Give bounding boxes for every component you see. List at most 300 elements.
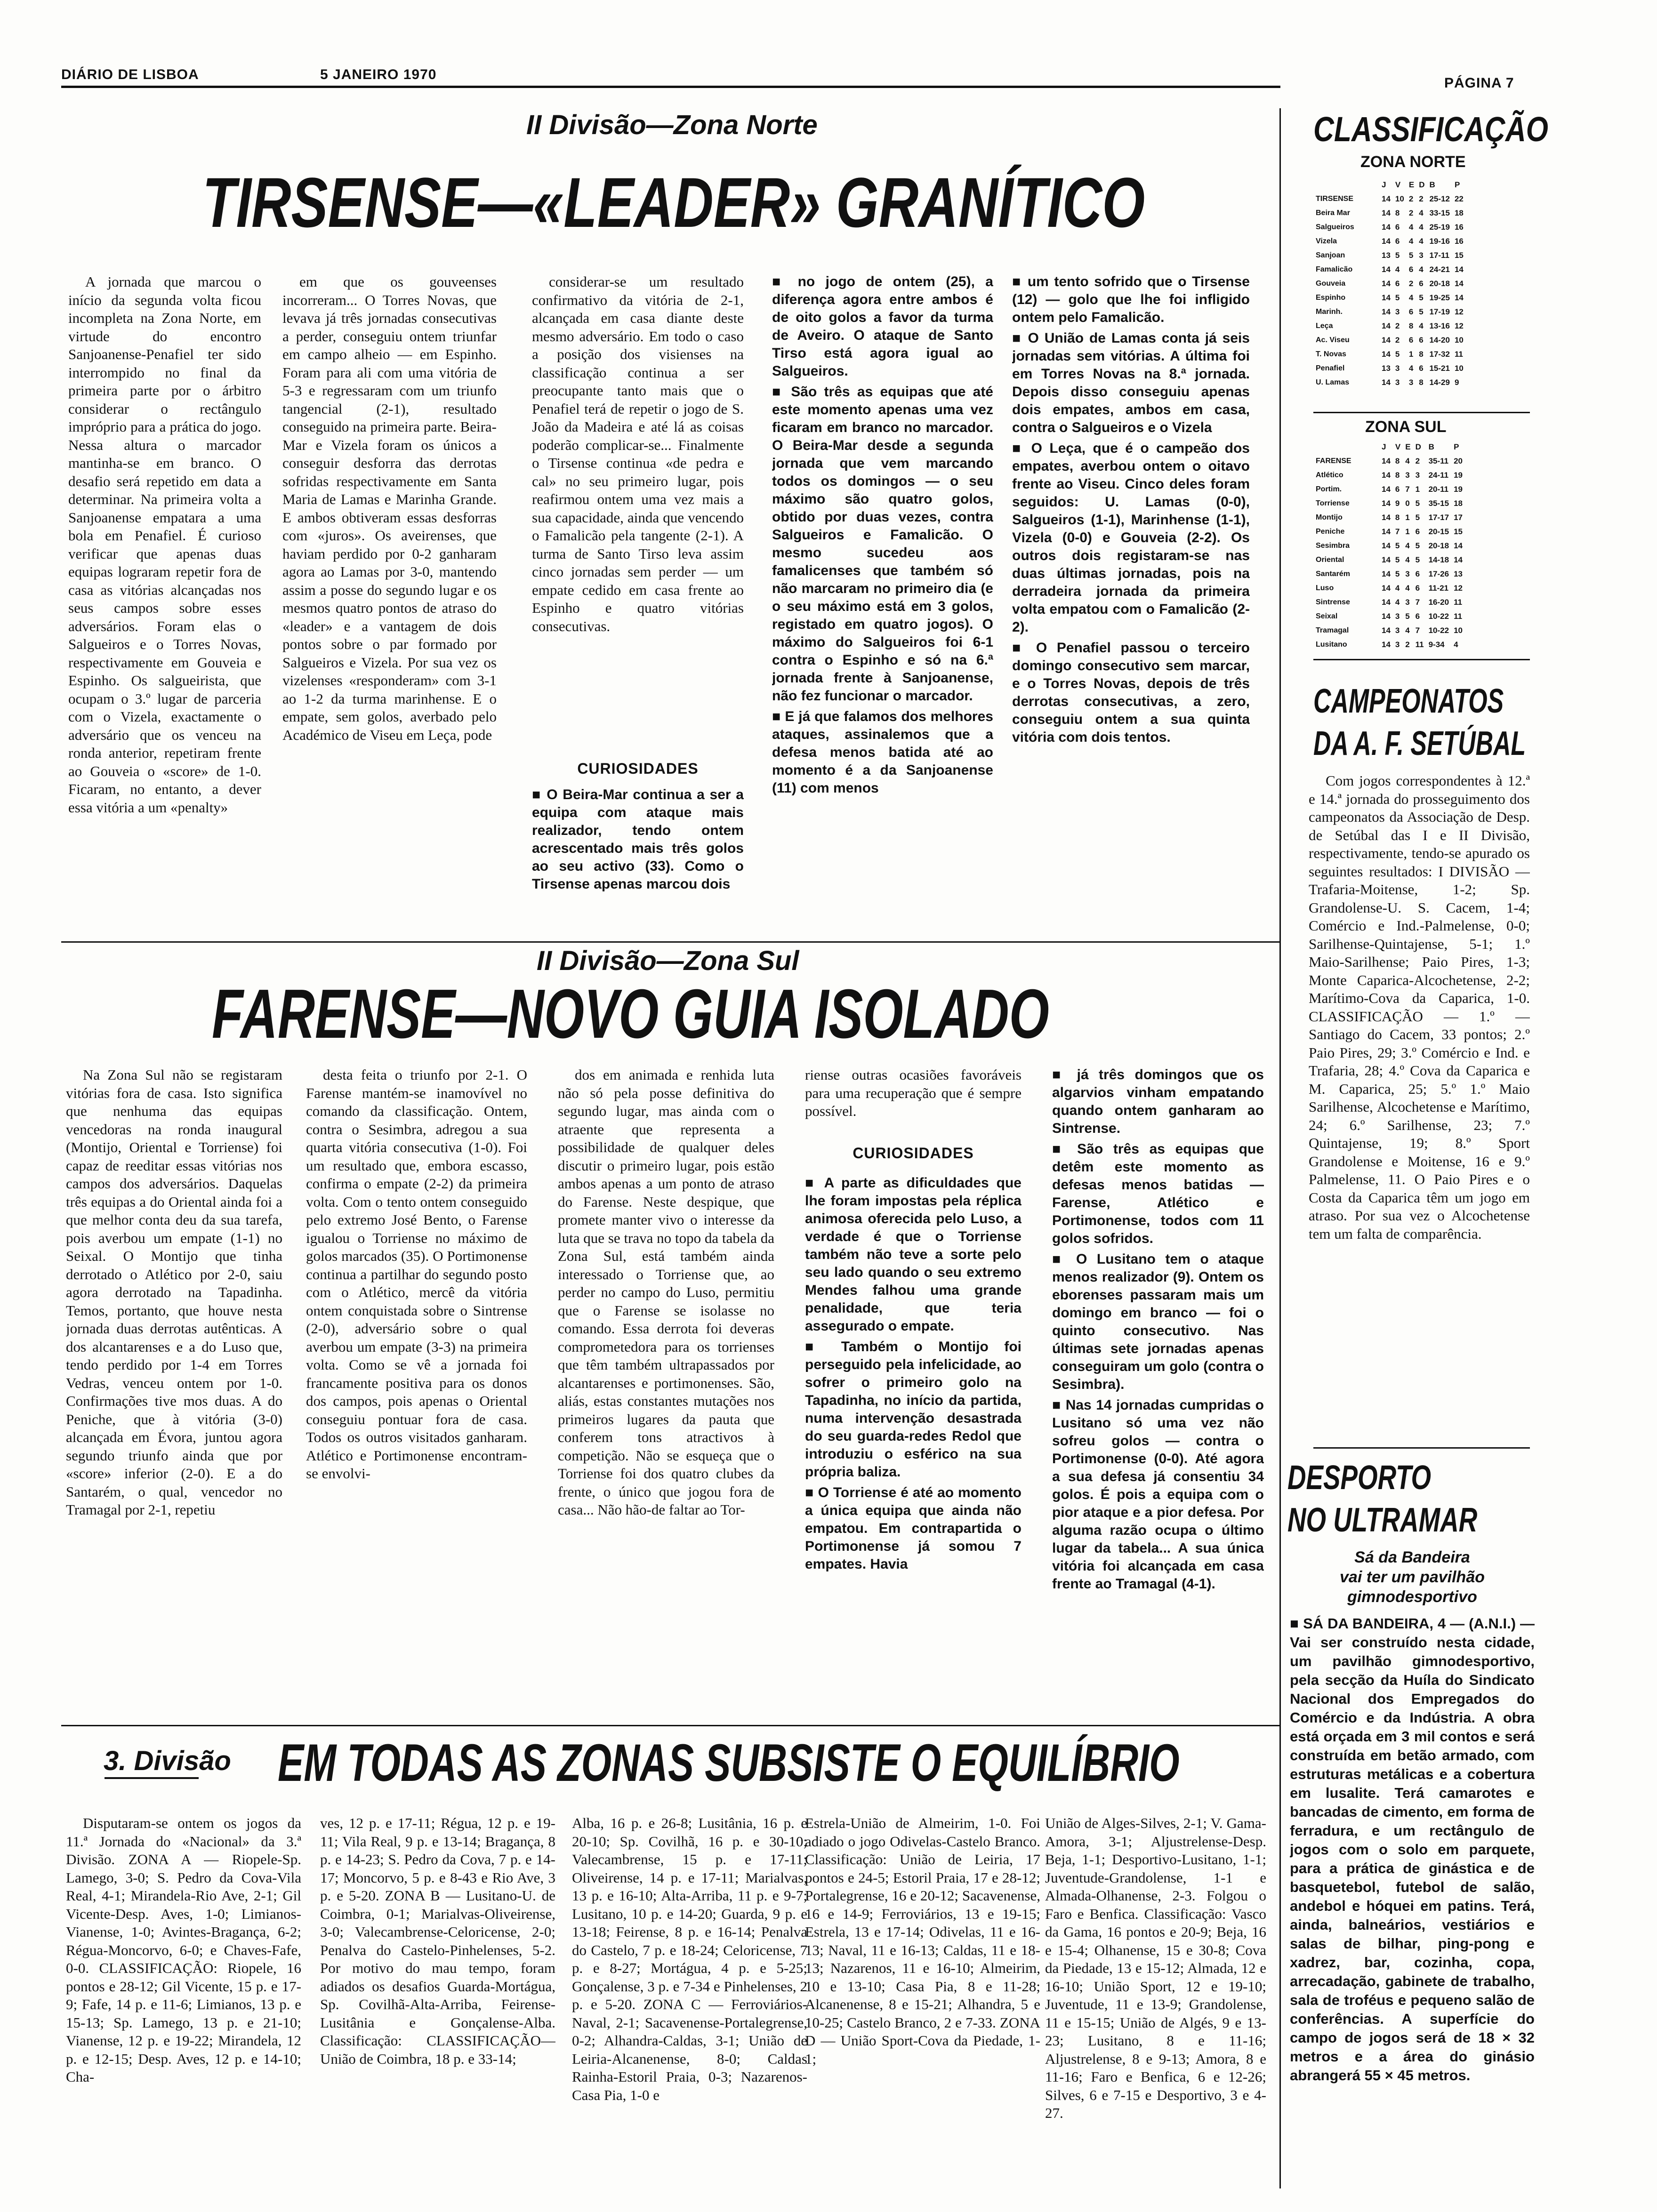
zona-norte-title: ZONA NORTE bbox=[1360, 153, 1466, 171]
curiosidade-item: ■ no jogo de ontem (25), a diferença agora entre ambos é de oito golos a favor da turma de Aveiro. O ataque de Santo Tirso está agora igual ao Salgueiros. bbox=[772, 273, 993, 380]
stat-cell: 5 bbox=[1395, 555, 1400, 564]
section-rule bbox=[1313, 1447, 1530, 1449]
stat-cell: 3 bbox=[1395, 640, 1400, 649]
stat-cell: 4 bbox=[1395, 584, 1400, 593]
stat-cell: 6 bbox=[1419, 336, 1424, 345]
stat-cell: 8 bbox=[1419, 378, 1424, 387]
curiosidade-item: ■ Nas 14 jornadas cumpridas o Lusitano só uma vez não sofreu golos — contra o Portimonense (0-0). Até agora a sua defesa já consentiu 34 golos. É pois a equipa com o pior ataque e a pior defesa. Por alguma razão ocupa o último lugar da tabela... A sua única vitória foi alcançada em casa frente ao Tramagal (4-1). bbox=[1052, 1396, 1264, 1593]
zona-sul-title: ZONA SUL bbox=[1365, 418, 1447, 436]
sul-text-col3: dos em animada e renhida luta não só pela posse definitiva do segundo lugar, mas ainda com o atraente que representa a possibilidade de qualquer deles discutir o primeiro lugar, pois estão ambos apenas a um ponto de atraso do Farense. Neste despique, que promete manter vivo o interesse da luta que se trava no topo da tabela da Zona Sul, está também ainda interessado o Torriense que, ao perder no campo do Luso, permitiu que o Farense se isolasse no comando. Essa derrota foi deveras comprometedora para os torrienses que têm também ultrapassados por alcantarenses e portimonenses. São, aliás, estas constantes mutações nos primeiros lugares da pauta que conferem tons atractivos à competição. Não se esqueça que o Torriense foi dos quatro clubes da frente, o único que jogou fora de casa... Não hão-de faltar ao Tor- bbox=[558, 1066, 774, 1518]
stat-cell: 14 bbox=[1382, 194, 1391, 203]
stat-cell: 3 bbox=[1395, 612, 1400, 621]
curiosidade-item: ■ São três as equipas que detêm este momento as defesas menos batidas — Farense, Atlético e Portimonense, todos com 11 golos sofridos. bbox=[1052, 1140, 1264, 1248]
stat-cell: 5 bbox=[1415, 513, 1420, 522]
team-name: Oriental bbox=[1316, 556, 1344, 564]
stat-cell: 4 bbox=[1408, 364, 1414, 373]
standings-row bbox=[1313, 319, 1466, 333]
stat-cell: 14 bbox=[1454, 265, 1464, 274]
stat-cell: 2 bbox=[1405, 640, 1410, 649]
stat-cell: 14 bbox=[1382, 321, 1391, 330]
stat-cell: 15 bbox=[1454, 251, 1464, 260]
stat-cell: 1 bbox=[1405, 513, 1410, 522]
team-name: Atlético bbox=[1316, 471, 1343, 479]
standings-row bbox=[1313, 277, 1466, 291]
sul-curiosidades-col4 bbox=[805, 1174, 1022, 1720]
stat-cell: 12 bbox=[1454, 321, 1464, 330]
stat-cell: 4 bbox=[1395, 265, 1400, 274]
stat-cell: 35-15 bbox=[1428, 499, 1449, 508]
norte-curiosidades-col3 bbox=[532, 786, 744, 937]
standings-row bbox=[1313, 567, 1465, 581]
column-header: D bbox=[1415, 442, 1421, 451]
stat-cell: 14 bbox=[1382, 279, 1391, 288]
team-name: T. Novas bbox=[1316, 350, 1346, 358]
terceira-text-col5: União de Alges-Silves, 2-1; V. Gama-Amora, 3-1; Aljustrelense-Desp. Beja, 1-1; Desportivo-Lusitano, 1-1; Juventude-Grandolense, 1-1 e Almada-Olhanense, 2-3. Folgou o Faro e Benfica. Classificação: Vasco da Gama, 16 pontos e 20-9; Beja, 16 e 15-4; Olhanense, 15 e 30-8; Cova da Piedade, 13 e 15-12; Almada, 12 e 16-10; União Sport, 12 e 19-10; Juventude, 11 e 13-9; Grandolense, 11 e 15-15; União de Algés, 9 e 13-23; Lusitano, 8 e 11-16; Aljustrelense, 8 e 9-13; Amora, 8 e 11-16; Faro e Benfica, 6 e 12-26; Silves, 6 e 7-15 e Desportivo, 3 e 4-27. bbox=[1045, 1815, 1266, 2121]
ultramar-subhead-line: Sá da Bandeira bbox=[1354, 1548, 1470, 1566]
stat-cell: 14 bbox=[1382, 265, 1391, 274]
stat-cell: 13 bbox=[1382, 364, 1391, 373]
team-name: Torriense bbox=[1316, 499, 1350, 507]
standings-row bbox=[1313, 305, 1466, 319]
stat-cell: 14 bbox=[1382, 527, 1391, 536]
norte-text-col1: A jornada que marcou o início da segunda volta ficou incompleta na Zona Norte, em virtude do encontro Sanjoanense-Penafiel ter sido interrompido no final da primeira parte por o árbitro considerar o rectângulo impróprio para a prática do jogo. Nessa altura o marcador mantinha-se em branco. O desafio será repetido em data a determinar. Na primeira volta a Sanjoanense empatara a uma bola em Penafiel. É curioso verificar que apenas duas equipas lograram repetir fora de casa as vitórias alcançadas nos seus campos sobre esses adversários. Foram elas o Salgueiros e o Torres Novas, respectivamente em Gouveia e Espinho. Os salgueirista, que ocupam o 3.º lugar de parceria com o Vizela, exactamente o adversário que os venceu na ronda anterior, repetiram frente ao Gouveia o «score» de 1-0. Ficaram, no entanto, a dever essa vitória a um «penalty» bbox=[68, 273, 261, 816]
stat-cell: 5 bbox=[1419, 307, 1424, 316]
column-header: P bbox=[1454, 180, 1460, 189]
standings-row bbox=[1313, 497, 1465, 511]
team-name: Peniche bbox=[1316, 528, 1345, 536]
stat-cell: 10 bbox=[1395, 194, 1404, 203]
stat-cell: 4 bbox=[1419, 208, 1424, 217]
section-rule bbox=[61, 1725, 1280, 1726]
sul-section-label: II Divisão—Zona Sul bbox=[537, 946, 799, 976]
stat-cell: 2 bbox=[1419, 194, 1424, 203]
terceira-text-col1: Disputaram-se ontem os jogos da 11.ª Jornada do «Nacional» da 3.ª Divisão. ZONA A — Riopele-Sp. Lamego, 3-0; S. Pedro da Cova-Vila Real, 4-1; Mirandela-Rio Ave, 2-1; Gil Vicente-Desp. Aves, 1-0; Limianos-Vianense, 1-0; Avintes-Bragança, 6-2; Régua-Moncorvo, 6-0; e Chaves-Fafe, 0-0. CLASSIFICAÇÃO: Riopele, 16 pontos e 28-12; Gil Vicente, 15 p. e 17-9; Fafe, 14 p. e 11-6; Limianos, 13 p. e 15-13; Sp. Lamego, 13 p. e 21-10; Vianense, 12 p. e 19-22; Mirandela, 12 p. e 12-15; Desp. Aves, 12 p. e 14-10; Cha- bbox=[66, 1815, 301, 2085]
stat-cell: 2 bbox=[1408, 208, 1414, 217]
stat-cell: 14 bbox=[1382, 555, 1391, 564]
column-header: D bbox=[1419, 180, 1425, 189]
sul-curiosidades-col5 bbox=[1052, 1066, 1264, 1720]
stat-cell: 5 bbox=[1395, 569, 1400, 578]
stat-cell: 25-12 bbox=[1429, 194, 1450, 203]
stat-cell: 5 bbox=[1408, 251, 1414, 260]
stat-cell: 24-11 bbox=[1428, 471, 1449, 480]
terceira-text-col3: Alba, 16 p. e 26-8; Lusitânia, 16 p. e 20-10; Sp. Covilhã, 16 p. e 30-10; Valecambrense, 15 p. e 17-11; Oliveirense, 14 p. e 17-11; Marialvas, 13 p. e 16-10; Alta-Arriba, 11 p. e 9-7; Lusitano, 10 p. e 14-20; Guarda, 9 p. e 13-18; Feirense, 8 p. e 16-14; Penalva do Castelo, 7 p. e 18-24; Celoricense, 7 p. e 8-27; Mortágua, 4 p. e 5-25; Gonçalense, 3 p. e 7-34 e Pinhelenses, 2 p. e 5-20. ZONA C — Ferroviários-Naval, 2-1; Sacavenense-Portalegrense, 0-2; Alhandra-Caldas, 3-1; União de Leiria-Alcanenense, 8-0; Caldas Rainha-Estoril Praia, 0-3; Nazarenos-Casa Pia, 1-0 e bbox=[572, 1815, 807, 2103]
table-rule bbox=[1313, 659, 1530, 660]
stat-cell: 17-11 bbox=[1429, 251, 1450, 260]
column-header: B bbox=[1428, 442, 1434, 451]
standings-row bbox=[1313, 333, 1466, 347]
stat-cell: 5 bbox=[1405, 612, 1410, 621]
stat-cell: 8 bbox=[1408, 321, 1414, 330]
stat-cell: 12 bbox=[1454, 584, 1463, 593]
stat-cell: 14 bbox=[1382, 336, 1391, 345]
stat-cell: 25-19 bbox=[1429, 223, 1450, 232]
standings-row bbox=[1313, 609, 1465, 624]
stat-cell: 18 bbox=[1454, 208, 1464, 217]
standings-row bbox=[1313, 595, 1465, 609]
stat-cell: 10 bbox=[1454, 626, 1463, 635]
curiosidade-item: ■ um tento sofrido que o Tirsense (12) — golo que lhe foi infligido ontem pelo Famalicão. bbox=[1012, 273, 1250, 327]
team-name: Vizela bbox=[1316, 237, 1337, 245]
stat-cell: 3 bbox=[1395, 307, 1400, 316]
stat-cell: 14 bbox=[1382, 293, 1391, 302]
stat-cell: 15 bbox=[1454, 527, 1463, 536]
stat-cell: 20-15 bbox=[1428, 527, 1449, 536]
stat-cell: 14 bbox=[1382, 598, 1391, 607]
stat-cell: 14 bbox=[1382, 640, 1391, 649]
stat-cell: 5 bbox=[1395, 350, 1400, 359]
stat-cell: 11 bbox=[1454, 612, 1463, 621]
stat-cell: 14 bbox=[1382, 208, 1391, 217]
standings-row bbox=[1313, 234, 1466, 248]
stat-cell: 6 bbox=[1419, 364, 1424, 373]
standings-row bbox=[1313, 220, 1466, 234]
stat-cell: 14 bbox=[1382, 584, 1391, 593]
standings-row bbox=[1313, 263, 1466, 277]
curiosidade-item: ■ São três as equipas que até este momento apenas uma vez ficaram em branco no marcador. O Beira-Mar desde a segunda jornada que vem marcando todos os domingos — o seu máximo são quatro golos, obtido por duas vezes, contra Salgueiros e Famalicão. O mesmo sucedeu aos famalicenses que também só não marcaram no primeiro dia (e o seu máximo está em 3 golos, registado em quatro jogos). O máximo do Salgueiros foi 6-1 contra o Espinho e só na 6.ª jornada frente à Sanjoanense, não fez funcionar o marcador. bbox=[772, 383, 993, 705]
stat-cell: 12 bbox=[1454, 307, 1464, 316]
stat-cell: 4 bbox=[1395, 598, 1400, 607]
stat-cell: 14 bbox=[1382, 457, 1391, 465]
ultramar-subhead-line: gimnodesportivo bbox=[1347, 1588, 1477, 1606]
standings-row bbox=[1313, 525, 1465, 539]
norte-curiosidades-col5 bbox=[1012, 273, 1250, 937]
team-name: Luso bbox=[1316, 584, 1334, 592]
stat-cell: 14-20 bbox=[1429, 336, 1450, 345]
stat-cell: 13-16 bbox=[1429, 321, 1450, 330]
stat-cell: 14 bbox=[1382, 485, 1391, 494]
terceira-text-col4: Estrela-União de Almeirim, 1-0. Foi adiado o jogo Odivelas-Castelo Branco. Classificação: União de Leiria, 17 pontos e 24-5; Estoril Praia, 17 e 28-12; Portalegrense, 16 e 20-12; Sacavenense, 16 e 14-9; Ferroviários, 13 e 19-15; Estrela, 13 e 17-14; Odivelas, 11 e 16-13; Naval, 11 e 16-13; Caldas, 11 e 18-13; Nazarenos, 11 e 16-10; Almeirim, 10 e 13-10; Casa Pia, 8 e 11-28; Alcanenense, 8 e 15-21; Alhandra, 5 e 10-25; Castelo Branco, 2 e 7-33. ZONA D — União Sport-Cova da Piedade, 1-1; bbox=[805, 1815, 1040, 2067]
stat-cell: 10 bbox=[1454, 364, 1464, 373]
stat-cell: 5 bbox=[1415, 555, 1420, 564]
stat-cell: 14-18 bbox=[1428, 555, 1449, 564]
stat-cell: 1 bbox=[1405, 527, 1410, 536]
standings-row bbox=[1313, 347, 1466, 361]
stat-cell: 20-11 bbox=[1428, 485, 1449, 494]
norte-text-col2: em que os gouveenses incorreram... O Torres Novas, que levava já três jornadas consecutivas a perder, conseguiu ontem triunfar em campo alheio — em Espinho. Foram para ali com uma vitória de 5-3 e regressaram com um triunfo tangencial (2-1), resultado conseguido na primeira parte. Beira-Mar e Vizela foram os únicos a conseguir desforra das derrotas sofridas respectivamente em Santa Maria de Lamas e Marinha Grande. E ambos obtiveram essas desforras com «juros». Os aveirenses, que haviam perdido por 0-2 ganharam agora ao Lamas por 3-0, mantendo assim a posse do segundo lugar e os mesmos quatro pontos de atraso do «leader» e a vantagem de dois pontos sobre o par formado por Salgueiros e Vizela. Por sua vez os vizelenses «responderam» com 3-1 ao 1-2 da turma marinhense. E o empate, sem golos, averbado pelo Académico de Viseu em Leça, pode bbox=[282, 273, 497, 743]
stat-cell: 14 bbox=[1454, 293, 1464, 302]
stat-cell: 17-32 bbox=[1429, 350, 1450, 359]
sul-text-col4: riense outras ocasiões favoráveis para uma recuperação que é sempre possível. bbox=[805, 1066, 1022, 1119]
team-name: Salgueiros bbox=[1316, 223, 1354, 231]
column-header: E bbox=[1405, 442, 1411, 451]
stat-cell: 14 bbox=[1382, 541, 1391, 550]
stat-cell: 6 bbox=[1408, 336, 1414, 345]
stat-cell: 14-29 bbox=[1429, 378, 1450, 387]
stat-cell: 13 bbox=[1454, 569, 1463, 578]
curiosidade-item: ■ O Leça, que é o campeão dos empates, averbou ontem o oitavo frente ao Viseu. Cinco deles foram seguidos: U. Lamas (0-0), Salgueiros (1-1), Marinhense (1-1), Vizela (0-0) e Gouveia (2-2). Os outros dois registaram-se nas duas últimas jornadas, pois na derradeira jornada da primeira volta empatou com o Famalicão (2-2). bbox=[1012, 440, 1250, 636]
standings-row bbox=[1313, 638, 1465, 652]
stat-cell: 18 bbox=[1454, 499, 1463, 508]
curiosidade-item: ■ já três domingos que os algarvios vinham empatando quando ontem ganharam ao Sintrense. bbox=[1052, 1066, 1264, 1138]
stat-cell: 4 bbox=[1419, 237, 1424, 246]
stat-cell: 24-21 bbox=[1429, 265, 1450, 274]
stat-cell: 2 bbox=[1408, 194, 1414, 203]
stat-cell: 11 bbox=[1454, 350, 1463, 359]
team-name: Marinh. bbox=[1316, 308, 1343, 316]
stat-cell: 3 bbox=[1405, 471, 1410, 480]
stat-cell: 6 bbox=[1395, 237, 1400, 246]
stat-cell: 6 bbox=[1408, 265, 1414, 274]
column-header: E bbox=[1408, 180, 1415, 189]
ultramar-title-line1: DESPORTO bbox=[1287, 1459, 1432, 1497]
sul-headline: FARENSE—NOVO GUIA ISOLADO bbox=[212, 975, 1049, 1053]
stat-cell: 9 bbox=[1454, 378, 1459, 387]
stat-cell: 6 bbox=[1419, 279, 1424, 288]
stat-cell: 14 bbox=[1454, 279, 1464, 288]
stat-cell: 4 bbox=[1405, 626, 1410, 635]
team-name: Seixal bbox=[1316, 612, 1338, 620]
sul-text-col2: desta feita o triunfo por 2-1. O Farense mantém-se inamovível no comando da classificação. Ontem, contra o Sesimbra, adregou a sua quarta vitória consecutiva (1-0). Foi um resultado que, embora escasso, confirma o empate (2-2) da primeira volta. Com o tento ontem conseguido pelo extremo José Bento, o Farense igualou o Torriense no máximo de golos marcados (35). O Portimonense continua a partilhar do segundo posto com o Atlético, mercê da vitória ontem conquistada sobre o Sintrense (2-0), adversário sobre o qual averbou um empate (3-3) na primeira volta. Como se vê a jornada foi francamente positiva para os donos dos campos, pois apenas o Oriental conseguiu pontuar fora de casa. Todos os outros visitados ganharam. Atlético e Portimonense encontram-se envolvi- bbox=[306, 1066, 527, 1482]
stat-cell: 11-21 bbox=[1428, 584, 1449, 593]
stat-cell: 2 bbox=[1395, 336, 1400, 345]
column-header: V bbox=[1395, 180, 1401, 189]
stat-cell: 3 bbox=[1395, 378, 1400, 387]
stat-cell: 14 bbox=[1382, 499, 1391, 508]
stat-cell: 35-11 bbox=[1428, 457, 1449, 465]
stat-cell: 17-26 bbox=[1428, 569, 1449, 578]
stat-cell: 14 bbox=[1382, 513, 1391, 522]
norte-section-label: II Divisão—Zona Norte bbox=[526, 110, 818, 140]
stat-cell: 17-17 bbox=[1428, 513, 1449, 522]
ultramar-title-line2: NO ULTRAMAR bbox=[1287, 1501, 1478, 1539]
stat-cell: 11 bbox=[1415, 640, 1424, 649]
column-header: P bbox=[1454, 442, 1459, 451]
stat-cell: 6 bbox=[1415, 527, 1420, 536]
setubal-title-line2: DA A. F. SETÚBAL bbox=[1313, 725, 1526, 762]
column-header: J bbox=[1382, 442, 1386, 451]
stat-cell: 16-20 bbox=[1428, 598, 1449, 607]
stat-cell: 4 bbox=[1408, 293, 1414, 302]
standings-header-row bbox=[1313, 440, 1465, 454]
stat-cell: 1 bbox=[1408, 350, 1414, 359]
stat-cell: 14 bbox=[1382, 626, 1391, 635]
stat-cell: 9 bbox=[1395, 499, 1400, 508]
standings-table-norte bbox=[1313, 178, 1466, 390]
team-name: Gouveia bbox=[1316, 280, 1346, 288]
stat-cell: 14 bbox=[1382, 307, 1391, 316]
team-name: Espinho bbox=[1316, 294, 1346, 302]
standings-row bbox=[1313, 248, 1466, 263]
stat-cell: 0 bbox=[1405, 499, 1410, 508]
norte-text-col3: considerar-se um resultado confirmativo da vitória de 2-1, alcançada em casa diante deste mesmo adversário. Em todo o caso a posição dos visienses na classificação continua a ser preocupante tanto mais que o Penafiel terá de repetir o jogo de S. João da Madeira e até lá as coisas poderão complicar-se... Finalmente o Tirsense continua «de pedra e cal» no seu primeiro lugar, pois reafirmou ontem uma vez mais a sua capacidade, ainda que vencendo o Famalicão pela tangente (2-1). A turma de Santo Tirso leva assim cinco jornadas sem perder — um empate cedido em casa frente ao Espinho e quatro vitórias consecutivas. bbox=[532, 273, 744, 634]
standings-header-row bbox=[1313, 178, 1466, 192]
team-name: Tramagal bbox=[1316, 626, 1349, 634]
team-name: Montijo bbox=[1316, 513, 1343, 521]
team-name: Santarém bbox=[1316, 570, 1350, 578]
curiosidade-item: ■ O Lusitano tem o ataque menos realizador (9). Ontem os eborenses passaram mais um domingo em branco — foi o quinto consecutivo. Nas últimas sete jornadas apenas conseguiram um golo (contra o Sesimbra). bbox=[1052, 1250, 1264, 1394]
column-header: V bbox=[1395, 442, 1401, 451]
stat-cell: 14 bbox=[1382, 471, 1391, 480]
curiosidade-item: ■ O Torriense é até ao momento a única equipa que ainda não empatou. Em contrapartida o Portimonense já somou 7 empates. Havia bbox=[805, 1484, 1022, 1573]
curiosidade-item: ■ O Penafiel passou o terceiro domingo consecutivo sem marcar, e o Torres Novas, depois de três derrotas consecutivas, a zero, conseguiu ontem a sua quinta vitória com dois tentos. bbox=[1012, 639, 1250, 746]
stat-cell: 5 bbox=[1415, 499, 1420, 508]
stat-cell: 1 bbox=[1415, 485, 1420, 494]
sul-curiosidades-title: CURIOSIDADES bbox=[853, 1145, 974, 1162]
ultramar-subhead bbox=[1290, 1547, 1535, 1607]
curiosidade-item: ■ O Beira-Mar continua a ser a equipa com ataque mais realizador, tendo ontem acrescentado mais três golos ao seu activo (33). Como o Tirsense apenas marcou dois bbox=[532, 786, 744, 893]
newspaper-name: DIÁRIO DE LISBOA bbox=[61, 67, 199, 82]
page-number: PÁGINA 7 bbox=[1444, 75, 1514, 91]
norte-curiosidades-title: CURIOSIDADES bbox=[577, 760, 699, 777]
stat-cell: 4 bbox=[1405, 541, 1410, 550]
stat-cell: 10-22 bbox=[1428, 612, 1449, 621]
standings-row bbox=[1313, 624, 1465, 638]
stat-cell: 10-22 bbox=[1428, 626, 1449, 635]
stat-cell: 20-18 bbox=[1429, 279, 1450, 288]
stat-cell: 6 bbox=[1415, 612, 1420, 621]
stat-cell: 19 bbox=[1454, 485, 1463, 494]
stat-cell: 16 bbox=[1454, 237, 1464, 246]
standings-table-sul bbox=[1313, 440, 1465, 652]
standings-row bbox=[1313, 581, 1465, 595]
stat-cell: 8 bbox=[1419, 350, 1424, 359]
terceira-headline: EM TODAS AS ZONAS SUBSISTE O EQUILÍBRIO bbox=[278, 1733, 1180, 1792]
stat-cell: 6 bbox=[1415, 584, 1420, 593]
stat-cell: 9-34 bbox=[1428, 640, 1445, 649]
stat-cell: 14 bbox=[1382, 223, 1391, 232]
norte-curiosidades-col4 bbox=[772, 273, 993, 937]
stat-cell: 3 bbox=[1395, 364, 1400, 373]
stat-cell: 4 bbox=[1408, 237, 1414, 246]
stat-cell: 7 bbox=[1395, 527, 1400, 536]
stat-cell: 14 bbox=[1382, 237, 1391, 246]
stat-cell: 14 bbox=[1454, 555, 1463, 564]
stat-cell: 22 bbox=[1454, 194, 1464, 203]
curiosidade-item: ■ Também o Montijo foi perseguido pela infelicidade, ao sofrer o primeiro golo na Tapadinha, no início da partida, numa intervenção desastrada do seu guarda-redes Redol que introduziu o esférico na sua própria baliza. bbox=[805, 1338, 1022, 1481]
stat-cell: 4 bbox=[1405, 555, 1410, 564]
stat-cell: 14 bbox=[1382, 569, 1391, 578]
stat-cell: 3 bbox=[1419, 251, 1424, 260]
stat-cell: 17 bbox=[1454, 513, 1463, 522]
stat-cell: 33-15 bbox=[1429, 208, 1450, 217]
standings-row bbox=[1313, 553, 1465, 567]
stat-cell: 19-25 bbox=[1429, 293, 1450, 302]
stat-cell: 11 bbox=[1454, 598, 1463, 607]
stat-cell: 7 bbox=[1415, 626, 1420, 635]
table-rule bbox=[1313, 412, 1530, 413]
stat-cell: 5 bbox=[1395, 293, 1400, 302]
ultramar-subhead-line: vai ter um pavilhão bbox=[1340, 1568, 1485, 1586]
stat-cell: 6 bbox=[1395, 485, 1400, 494]
stat-cell: 8 bbox=[1395, 457, 1400, 465]
terceira-text-col2: ves, 12 p. e 17-11; Régua, 12 p. e 19-11; Vila Real, 9 p. e 13-14; Bragança, 8 p. e 14-23; S. Pedro da Cova, 7 p. e 14-17; Moncorvo, 5 p. e 8-43 e Rio Ave, 3 p. e 5-20. ZONA B — Lusitano-U. de Coimbra, 0-1; Marialvas-Oliveirense, 3-0; Valecambrense-Celoricense, 2-0; Penalva do Castelo-Pinhelenses, 5-2. Por motivo do mau tempo, foram adiados os desafios Guarda-Mortágua, Sp. Covilhã-Alta-Arriba, Feirense-Lusitânia e Gonçalense-Alba. Classificação: CLASSIFICAÇÃO—União de Coimbra, 18 p. e 33-14; bbox=[320, 1815, 555, 2067]
stat-cell: 19-16 bbox=[1429, 237, 1450, 246]
stat-cell: 14 bbox=[1454, 541, 1463, 550]
stat-cell: 10 bbox=[1454, 336, 1464, 345]
stat-cell: 3 bbox=[1405, 569, 1410, 578]
stat-cell: 5 bbox=[1395, 541, 1400, 550]
curiosidade-item: ■ A parte as dificuldades que lhe foram impostas pela réplica animosa oferecida pelo Luso, a verdade é que o Torriense também não teve a sorte pelo seu lado quando o seu extremo Mendes falhou uma grande penalidade, que teria assegurado o empate. bbox=[805, 1174, 1022, 1335]
stat-cell: 15-21 bbox=[1429, 364, 1450, 373]
team-name: Leça bbox=[1316, 322, 1333, 330]
stat-cell: 7 bbox=[1415, 598, 1420, 607]
team-name: TIRSENSE bbox=[1316, 195, 1354, 203]
stat-cell: 6 bbox=[1415, 569, 1420, 578]
stat-cell: 2 bbox=[1408, 279, 1414, 288]
standings-row bbox=[1313, 361, 1466, 376]
norte-headline: TIRSENSE—«LEADER» GRANÍTICO bbox=[202, 163, 1145, 242]
section-rule bbox=[61, 941, 1280, 943]
stat-cell: 14 bbox=[1382, 612, 1391, 621]
stat-cell: 8 bbox=[1395, 208, 1400, 217]
stat-cell: 5 bbox=[1395, 251, 1400, 260]
classificacao-title: CLASSIFICAÇÃO bbox=[1313, 110, 1548, 149]
stat-cell: 20-18 bbox=[1428, 541, 1449, 550]
section-label-underline bbox=[105, 1777, 199, 1779]
setubal-text: Com jogos correspondentes à 12.ª e 14.ª jornada do prosseguimento dos campeonatos da Associação de Desp. de Setúbal das I e II Divisão, respectivamente, tendo-se apurado os seguintes resultados: I DIVISÃO — Trafaria-Moitense, 1-2; Sp. Grandolense-U. S. Cacem, 1-4; Comércio e Ind.-Palmelense, 0-0; Sarilhense-Quintajense, 5-1; 1.º Maio-Sarilhense; Paio Pires, 1-3; Monte Caparica-Alcochetense, 2-2; Marítimo-Cova da Caparica, 1-0. CLASSIFICAÇÃO — 1.º — Santiago do Cacem, 33 pontos; 2.º Paio Pires, 29; 3.º Comércio e Ind. e Trafaria, 28; 4.º Cova da Caparica e M. Caparica, 25; 5.º 1.º Maio Sarilhense, Alcochetense e Marítimo, 24; 6.º Sarilhense, 23; 7.º Quintajense, 19; 8.º Sport Grandolense e Moitense, 16 e 9.º Palmelense, 11. O Paio Pires e o Costa da Caparica têm um jogo em atraso. Por sua vez o Alcochetense tem um falta de comparência. bbox=[1309, 772, 1530, 1242]
stat-cell: 17-19 bbox=[1429, 307, 1450, 316]
stat-cell: 6 bbox=[1395, 223, 1400, 232]
team-name: Famalicão bbox=[1316, 265, 1353, 273]
team-name: U. Lamas bbox=[1316, 378, 1350, 386]
stat-cell: 4 bbox=[1419, 265, 1424, 274]
curiosidade-item: ■ E já que falamos dos melhores ataques, assinalemos que a defesa menos batida até ao momento é a da Sanjoanense (11) com menos bbox=[772, 708, 993, 797]
stat-cell: 4 bbox=[1408, 223, 1414, 232]
curiosidade-item: ■ O União de Lamas conta já seis jornadas sem vitórias. A última foi em Torres Novas na 8.ª jornada. Depois disso conseguiu apenas dois empates, ambos em casa, contra o Salgueiros e o Vizela bbox=[1012, 329, 1250, 437]
stat-cell: 8 bbox=[1395, 513, 1400, 522]
stat-cell: 4 bbox=[1405, 457, 1410, 465]
standings-row bbox=[1313, 192, 1466, 206]
stat-cell: 4 bbox=[1454, 640, 1458, 649]
stat-cell: 7 bbox=[1405, 485, 1410, 494]
ultramar-text: ■ SÁ DA BANDEIRA, 4 — (A.N.I.) — Vai ser construído nesta cidade, um pavilhão gimnodesportivo, pela secção da Huíla do Sindicato Nacional dos Empregados do Comércio e da Indústria. A obra está orçada em 3 mil contos e será construída em betão armado, com estruturas metálicas e a cobertura em lusalite. Terá camarotes e bancadas de cimento, em forma de ferradura, e um rectângulo de jogos com o solo em parquete, para a prática de ginástica e de basquetebol, futebol de salão, andebol e hóquei em patins. Terá, ainda, balneários, vestiários e salas de bilhar, ping-pong e xadrez, bar, cozinha, copa, arrecadação, gabinete de trabalho, sala de troféus e pequeno salão de conferências. A superfície do campo de jogos será de 18 × 32 metros e a área do ginásio abrangerá 55 × 45 metros. bbox=[1290, 1614, 1535, 2191]
stat-cell: 6 bbox=[1408, 307, 1414, 316]
standings-row bbox=[1313, 291, 1466, 305]
stat-cell: 13 bbox=[1382, 251, 1391, 260]
stat-cell: 19 bbox=[1454, 471, 1463, 480]
standings-row bbox=[1313, 539, 1465, 553]
stat-cell: 16 bbox=[1454, 223, 1464, 232]
sul-text-col1: Na Zona Sul não se registaram vitórias fora de casa. Isto significa que nenhuma das equipas vencedoras na ronda inaugural (Montijo, Oriental e Torriense) foi capaz de reeditar essas vitórias nos campos dos adversários. Daquelas três equipas a do Oriental ainda foi a que melhor conta deu da sua tarefa, pois averbou um empate (1-1) no Seixal. O Montijo que tinha derrotado o Atlético por 2-0, saiu agora derrotado na Tapadinha. Temos, portanto, que houve nesta jornada duas derrotas autênticas. A dos alcantarenses e a do Luso que, tendo perdido por 1-4 em Torres Vedras, venceu ontem por 1-0. Confirmações tive mos duas. A do Peniche, que à vitória (3-0) alcançada em Évora, juntou agora segundo triunfo ainda que por «score» inferior (2-0). E a do Santarém, o qual, vencedor no Tramagal por 2-1, repetiu bbox=[66, 1066, 282, 1518]
stat-cell: 5 bbox=[1415, 541, 1420, 550]
team-name: Penafiel bbox=[1316, 364, 1345, 372]
standings-row bbox=[1313, 511, 1465, 525]
standings-row bbox=[1313, 376, 1466, 390]
column-header: B bbox=[1429, 180, 1435, 189]
team-name: Lusitano bbox=[1316, 641, 1347, 649]
stat-cell: 3 bbox=[1395, 626, 1400, 635]
standings-row bbox=[1313, 206, 1466, 220]
standings-row bbox=[1313, 482, 1465, 497]
stat-cell: 3 bbox=[1405, 598, 1410, 607]
column-header: J bbox=[1382, 180, 1386, 189]
stat-cell: 2 bbox=[1415, 457, 1420, 465]
team-name: Ac. Viseu bbox=[1316, 336, 1350, 344]
terceira-section-label: 3. Divisão bbox=[104, 1746, 231, 1776]
issue-date: 5 JANEIRO 1970 bbox=[320, 67, 437, 82]
team-name: Beira Mar bbox=[1316, 209, 1350, 217]
column-divider bbox=[1279, 108, 1281, 2188]
team-name: Portim. bbox=[1316, 485, 1342, 493]
stat-cell: 20 bbox=[1454, 457, 1463, 465]
team-name: Sintrense bbox=[1316, 598, 1350, 606]
team-name: Sanjoan bbox=[1316, 251, 1345, 259]
stat-cell: 3 bbox=[1415, 471, 1420, 480]
stat-cell: 6 bbox=[1395, 279, 1400, 288]
stat-cell: 4 bbox=[1405, 584, 1410, 593]
stat-cell: 8 bbox=[1395, 471, 1400, 480]
stat-cell: 14 bbox=[1382, 378, 1391, 387]
stat-cell: 4 bbox=[1419, 223, 1424, 232]
stat-cell: 2 bbox=[1395, 321, 1400, 330]
stat-cell: 14 bbox=[1382, 350, 1391, 359]
stat-cell: 4 bbox=[1419, 321, 1424, 330]
header-rule bbox=[61, 86, 1280, 88]
standings-row bbox=[1313, 468, 1465, 482]
setubal-title-line1: CAMPEONATOS bbox=[1313, 682, 1504, 720]
stat-cell: 5 bbox=[1419, 293, 1424, 302]
